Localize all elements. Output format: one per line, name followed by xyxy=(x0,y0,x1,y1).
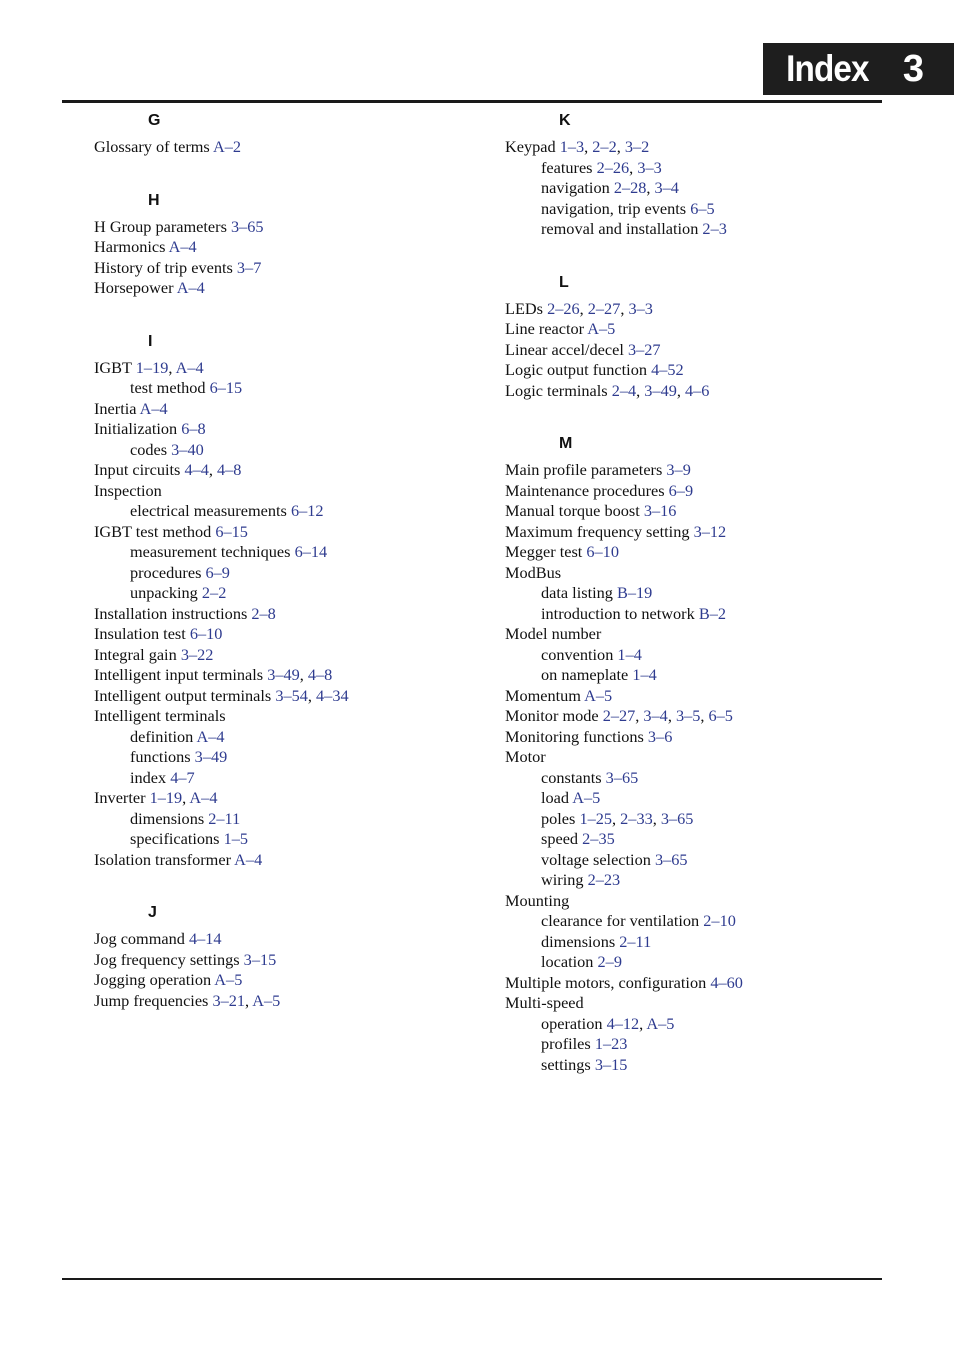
page-reference-link[interactable]: 1–23 xyxy=(594,1034,628,1053)
index-entry xyxy=(94,399,474,420)
index-subentry xyxy=(505,1034,885,1055)
entry-term: Manual torque boost xyxy=(505,501,640,520)
index-entry: Intelligent output terminals 3–54, 4–34 xyxy=(94,685,349,705)
entry-term: History of trip events xyxy=(94,257,233,277)
page-reference-link[interactable]: A–5 xyxy=(646,1013,675,1033)
page-reference-link[interactable]: 2–11 xyxy=(619,931,652,951)
entry-term: operation xyxy=(541,1013,603,1033)
page-reference-link[interactable]: 2–33 xyxy=(620,808,653,828)
page-reference-link[interactable]: 1–5 xyxy=(223,829,249,848)
entry-term: Main profile parameters xyxy=(505,460,663,479)
page-reference-link[interactable]: 2–23 xyxy=(587,870,621,889)
page-reference-link[interactable]: 3–6 xyxy=(647,726,673,746)
entry-term: electrical measurements xyxy=(130,501,287,520)
entry-term: wiring xyxy=(541,870,584,889)
index-entry xyxy=(505,727,885,748)
index-entry xyxy=(505,624,885,645)
index-entry xyxy=(94,706,474,727)
index-subentry xyxy=(505,829,885,850)
entry-term: Linear accel/decel xyxy=(505,339,624,359)
page-reference-link[interactable]: 3–54 xyxy=(275,685,308,705)
index-subentry xyxy=(505,199,885,220)
page-reference-link[interactable]: 6–5 xyxy=(708,706,733,725)
entry-term: convention xyxy=(541,644,614,664)
page-reference-link[interactable]: 2–2 xyxy=(592,137,617,156)
page-reference-link[interactable]: 3–22 xyxy=(180,644,214,664)
index-subentry xyxy=(505,952,885,973)
entry-term: settings xyxy=(541,1054,591,1074)
page-reference-link[interactable]: 3–65 xyxy=(231,216,264,236)
index-subentry: operation 4–12, A–5 xyxy=(541,1013,675,1033)
entry-term: data listing xyxy=(541,583,613,602)
index-entry xyxy=(94,624,474,645)
index-entry xyxy=(505,891,885,912)
entry-term: Insulation test xyxy=(94,624,186,643)
index-subentry xyxy=(505,645,885,666)
index-entry xyxy=(94,929,474,950)
page-reference-link[interactable]: 6–15 xyxy=(209,378,243,397)
entry-term: on nameplate xyxy=(541,665,629,684)
entry-term: dimensions xyxy=(130,808,205,828)
entry-term: functions xyxy=(130,747,191,766)
index-subentry: features 2–26, 3–3 xyxy=(541,157,662,177)
entry-term: index xyxy=(130,767,167,787)
entry-term: removal and installation xyxy=(541,219,699,238)
page-reference-link[interactable]: 2–27 xyxy=(602,706,636,725)
page-reference-link[interactable]: 4–7 xyxy=(170,767,195,787)
entry-term: Harmonics xyxy=(94,237,166,256)
index-section-g xyxy=(94,110,474,158)
index-entry: Intelligent input terminals 3–49, 4–8 xyxy=(94,665,333,684)
page-reference-link[interactable]: 6–9 xyxy=(668,480,694,500)
page-reference-link[interactable]: 4–6 xyxy=(684,380,710,400)
entry-term: location xyxy=(541,952,594,971)
index-entry xyxy=(505,501,885,522)
entry-term: Initialization xyxy=(94,419,178,438)
index-subentry xyxy=(94,583,474,604)
page-reference-link[interactable]: 3–49 xyxy=(644,380,677,400)
page-reference-link[interactable]: 2–9 xyxy=(597,952,622,971)
page-reference-link[interactable]: 1–19 xyxy=(135,357,169,377)
entry-term: Isolation transformer xyxy=(94,849,231,869)
section-letter: J xyxy=(148,904,157,921)
entry-term: ModBus xyxy=(505,562,562,582)
entry-term: Intelligent terminals xyxy=(94,706,226,725)
index-entry: Inverter 1–19, A–4 xyxy=(94,788,218,807)
index-entry xyxy=(505,993,885,1014)
index-subentry xyxy=(94,378,474,399)
index-subentry xyxy=(94,829,474,850)
index-entry xyxy=(94,278,474,299)
entry-term: navigation xyxy=(541,178,610,197)
page-reference-link[interactable]: 2–10 xyxy=(703,911,736,930)
index-entry xyxy=(94,970,474,991)
index-entry xyxy=(505,973,885,994)
page-reference-link[interactable]: 6–12 xyxy=(290,501,324,520)
page-reference-link[interactable]: 4–60 xyxy=(710,972,743,992)
index-subentry xyxy=(505,219,885,240)
index-subentry xyxy=(505,932,885,953)
index-subentry: poles 1–25, 2–33, 3–65 xyxy=(541,808,694,828)
entry-term: Horsepower xyxy=(94,278,174,297)
page-reference-link[interactable]: 4–8 xyxy=(307,665,333,684)
index-entry: Keypad 1–3, 2–2, 3–2 xyxy=(505,137,650,156)
entry-term: test method xyxy=(130,378,206,397)
entry-term: clearance for ventilation xyxy=(541,911,700,930)
page-reference-link[interactable]: 3–65 xyxy=(654,849,688,869)
page-reference-link[interactable]: A–5 xyxy=(572,788,601,807)
page-reference-link[interactable]: 1–19 xyxy=(149,788,183,807)
entry-term: IGBT xyxy=(94,357,132,377)
index-entry xyxy=(505,460,885,481)
page-reference-link[interactable]: 4–8 xyxy=(217,460,242,479)
index-entry xyxy=(505,522,885,543)
page-reference-link[interactable]: 3–65 xyxy=(605,767,639,787)
page-reference-link[interactable]: 4–34 xyxy=(316,685,349,705)
entry-term: constants xyxy=(541,767,602,787)
index-entry xyxy=(94,604,474,625)
section-letter: H xyxy=(148,191,160,209)
page-reference-link[interactable]: A–4 xyxy=(175,357,204,377)
section-letter: G xyxy=(148,112,161,129)
index-subentry xyxy=(505,870,885,891)
page-reference-link[interactable]: 3–40 xyxy=(171,439,204,459)
index-subentry xyxy=(94,747,474,768)
index-entry xyxy=(94,217,474,238)
page-reference-link[interactable]: 3–3 xyxy=(637,157,662,177)
index-subentry xyxy=(505,665,885,686)
page-reference-link[interactable]: B–2 xyxy=(698,603,726,623)
page-reference-link[interactable]: 3–3 xyxy=(628,298,653,318)
entry-term: Glossary of terms xyxy=(94,137,210,156)
index-entry xyxy=(94,850,474,871)
entry-term: load xyxy=(541,788,570,807)
index-entry xyxy=(94,950,474,971)
index-entry xyxy=(505,319,885,340)
entry-term: Maintenance procedures xyxy=(505,480,665,500)
index-entry xyxy=(505,481,885,502)
entry-term: dimensions xyxy=(541,931,616,951)
entry-term: features xyxy=(541,157,593,177)
index-section-h xyxy=(94,190,474,299)
entry-term: procedures xyxy=(130,562,202,582)
entry-term: Multi-speed xyxy=(505,993,584,1012)
index-entry: Jump frequencies 3–21, A–5 xyxy=(94,990,281,1010)
page-reference-link[interactable]: 3–7 xyxy=(236,257,262,277)
entry-term: Motor xyxy=(505,747,546,766)
page-reference-link[interactable]: A–4 xyxy=(176,278,205,297)
index-subentry: navigation 2–28, 3–4 xyxy=(541,178,679,197)
page-reference-link[interactable]: B–19 xyxy=(616,583,653,602)
entry-term: Model number xyxy=(505,624,602,643)
index-subentry xyxy=(505,768,885,789)
index-entry xyxy=(94,481,474,502)
page-reference-link[interactable]: 6–10 xyxy=(189,624,223,643)
page-reference-link[interactable]: 3–65 xyxy=(660,808,694,828)
index-column-right xyxy=(505,110,885,1107)
index-section-m xyxy=(505,433,885,1075)
entry-term: Maximum frequency setting xyxy=(505,521,690,541)
index-subentry xyxy=(94,768,474,789)
entry-term: Mounting xyxy=(505,890,570,910)
entry-term: Keypad xyxy=(505,137,556,156)
page-reference-link[interactable]: 3–49 xyxy=(267,665,300,684)
top-rule xyxy=(62,100,882,103)
index-entry xyxy=(94,237,474,258)
entry-term: Jump frequencies xyxy=(94,990,209,1010)
index-section-i xyxy=(94,331,474,871)
page-reference-link[interactable]: 4–52 xyxy=(651,360,684,379)
page-reference-link[interactable]: 6–9 xyxy=(205,562,230,582)
index-entry xyxy=(505,340,885,361)
page-reference-link[interactable]: A–5 xyxy=(214,970,243,989)
entry-term: LEDs xyxy=(505,298,543,318)
page-reference-link[interactable]: 2–26 xyxy=(596,157,630,177)
entry-term: Integral gain xyxy=(94,644,177,664)
entry-term: definition xyxy=(130,726,194,746)
page-reference-link[interactable]: 6–8 xyxy=(181,419,206,438)
page-reference-link[interactable]: 2–4 xyxy=(611,380,637,400)
page-reference-link[interactable]: A–5 xyxy=(587,319,616,338)
entry-term: Jogging operation xyxy=(94,970,212,989)
index-entry xyxy=(94,137,474,158)
index-entry: LEDs 2–26, 2–27, 3–3 xyxy=(505,298,653,318)
section-letter: I xyxy=(148,332,153,350)
page-reference-link[interactable]: 3–16 xyxy=(643,501,677,520)
page-reference-link[interactable]: 2–11 xyxy=(208,808,241,828)
entry-term: poles xyxy=(541,808,576,828)
page-reference-link[interactable]: 2–26 xyxy=(547,298,580,318)
index-entry xyxy=(94,258,474,279)
entry-term: Megger test xyxy=(505,542,583,561)
page-reference-link[interactable]: 2–28 xyxy=(613,178,647,197)
section-letter: M xyxy=(559,435,573,452)
index-entry xyxy=(505,747,885,768)
entry-term: Monitoring functions xyxy=(505,726,644,746)
index-subentry xyxy=(94,501,474,522)
section-letter: K xyxy=(559,112,571,129)
chapter-tab xyxy=(763,43,954,95)
page-reference-link[interactable]: 1–4 xyxy=(617,644,642,664)
index-entry: Monitor mode 2–27, 3–4, 3–5, 6–5 xyxy=(505,706,733,725)
page-reference-link[interactable]: 4–14 xyxy=(188,929,222,948)
entry-term: Line reactor xyxy=(505,319,585,338)
page-reference-link[interactable]: 3–15 xyxy=(243,949,277,969)
entry-term: specifications xyxy=(130,829,220,848)
index-subentry xyxy=(94,542,474,563)
entry-term: Jog frequency settings xyxy=(94,949,240,969)
index-entry xyxy=(94,645,474,666)
entry-term: unpacking xyxy=(130,583,198,602)
index-entry: Input circuits 4–4, 4–8 xyxy=(94,460,242,479)
entry-term: Inertia xyxy=(94,398,137,418)
page-reference-link[interactable]: 2–27 xyxy=(587,298,621,318)
page-reference-link[interactable]: 3–27 xyxy=(627,339,661,359)
entry-term: codes xyxy=(130,439,168,459)
entry-term: profiles xyxy=(541,1034,591,1053)
entry-term: H Group parameters xyxy=(94,216,227,236)
entry-term: Logic terminals xyxy=(505,380,608,400)
index-entry xyxy=(505,563,885,584)
index-column-left xyxy=(94,110,474,1043)
index-entry: Logic terminals 2–4, 3–49, 4–6 xyxy=(505,380,710,400)
entry-term: introduction to network xyxy=(541,603,695,623)
page-reference-link[interactable]: 3–5 xyxy=(675,706,701,725)
page-reference-link[interactable]: 2–35 xyxy=(582,829,615,848)
page-reference-link[interactable]: 6–10 xyxy=(586,542,619,561)
entry-term: Inverter xyxy=(94,788,146,807)
page-reference-link[interactable]: 3–9 xyxy=(666,460,691,479)
index-subentry xyxy=(505,911,885,932)
page-reference-link[interactable]: 2–2 xyxy=(201,583,227,602)
page-reference-link[interactable]: A–5 xyxy=(584,685,613,705)
page-reference-link[interactable]: 3–15 xyxy=(594,1054,628,1074)
page-reference-link[interactable]: 3–4 xyxy=(654,178,679,197)
index-section-l xyxy=(505,272,885,402)
page-reference-link[interactable]: 1–3 xyxy=(559,137,585,156)
page-reference-link[interactable]: 1–25 xyxy=(579,808,613,828)
index-subentry xyxy=(94,440,474,461)
page-reference-link[interactable]: 6–14 xyxy=(294,542,328,561)
entry-term: IGBT test method xyxy=(94,521,212,541)
page-reference-link[interactable]: A–4 xyxy=(234,849,263,869)
entry-term: Input circuits xyxy=(94,460,181,479)
index-entry xyxy=(505,686,885,707)
chapter-tab-title: Index xyxy=(786,48,869,89)
page-reference-link[interactable]: A–4 xyxy=(189,788,218,807)
page-reference-link[interactable]: 1–4 xyxy=(632,665,657,684)
page-reference-link[interactable]: A–4 xyxy=(168,237,197,256)
index-subentry xyxy=(505,788,885,809)
entry-term: Monitor mode xyxy=(505,706,599,725)
index-subentry xyxy=(505,850,885,871)
entry-term: Intelligent input terminals xyxy=(94,665,264,684)
index-subentry xyxy=(94,809,474,830)
index-entry xyxy=(505,360,885,381)
entry-term: Momentum xyxy=(505,685,581,705)
page-reference-link[interactable]: 2–3 xyxy=(702,219,727,238)
page-reference-link[interactable]: 3–49 xyxy=(194,747,228,766)
page-reference-link[interactable]: 3–21 xyxy=(212,990,246,1010)
page-reference-link[interactable]: 4–4 xyxy=(184,460,209,479)
entry-term: navigation, trip events xyxy=(541,198,687,218)
page-reference-link[interactable]: 3–2 xyxy=(624,137,650,156)
page-reference-link[interactable]: 6–15 xyxy=(215,521,248,541)
entry-term: Inspection xyxy=(94,480,162,500)
chapter-tab-number: 3 xyxy=(902,47,924,90)
entry-term: Logic output function xyxy=(505,360,647,379)
page-reference-link[interactable]: 3–12 xyxy=(693,521,727,541)
index-entry xyxy=(94,419,474,440)
index-subentry xyxy=(505,604,885,625)
index-subentry xyxy=(505,1055,885,1076)
index-subentry xyxy=(94,727,474,748)
entry-term: voltage selection xyxy=(541,849,651,869)
page-reference-link[interactable]: A–4 xyxy=(139,398,168,418)
entry-term: measurement techniques xyxy=(130,542,291,561)
page-reference-link[interactable]: A–2 xyxy=(212,137,241,156)
entry-term: Multiple motors, configuration xyxy=(505,972,707,992)
index-entry: IGBT 1–19, A–4 xyxy=(94,357,204,377)
index-entry xyxy=(505,542,885,563)
page-reference-link[interactable]: 6–5 xyxy=(690,198,715,218)
page-reference-link[interactable]: 2–8 xyxy=(251,603,276,623)
index-subentry xyxy=(94,563,474,584)
entry-term: Jog command xyxy=(94,929,185,948)
index-section-k xyxy=(505,110,885,240)
index-section-j xyxy=(94,902,474,1011)
entry-term: Intelligent output terminals xyxy=(94,685,272,705)
section-letter: L xyxy=(559,273,569,291)
page-reference-link[interactable]: A–4 xyxy=(196,726,225,746)
page-reference-link[interactable]: 3–4 xyxy=(643,706,668,725)
entry-term: speed xyxy=(541,829,579,848)
index-entry xyxy=(94,522,474,543)
bottom-rule xyxy=(62,1278,882,1280)
page-reference-link[interactable]: A–5 xyxy=(252,990,281,1010)
index-subentry xyxy=(505,583,885,604)
entry-term: Installation instructions xyxy=(94,603,248,623)
page-reference-link[interactable]: 4–12 xyxy=(606,1013,640,1033)
